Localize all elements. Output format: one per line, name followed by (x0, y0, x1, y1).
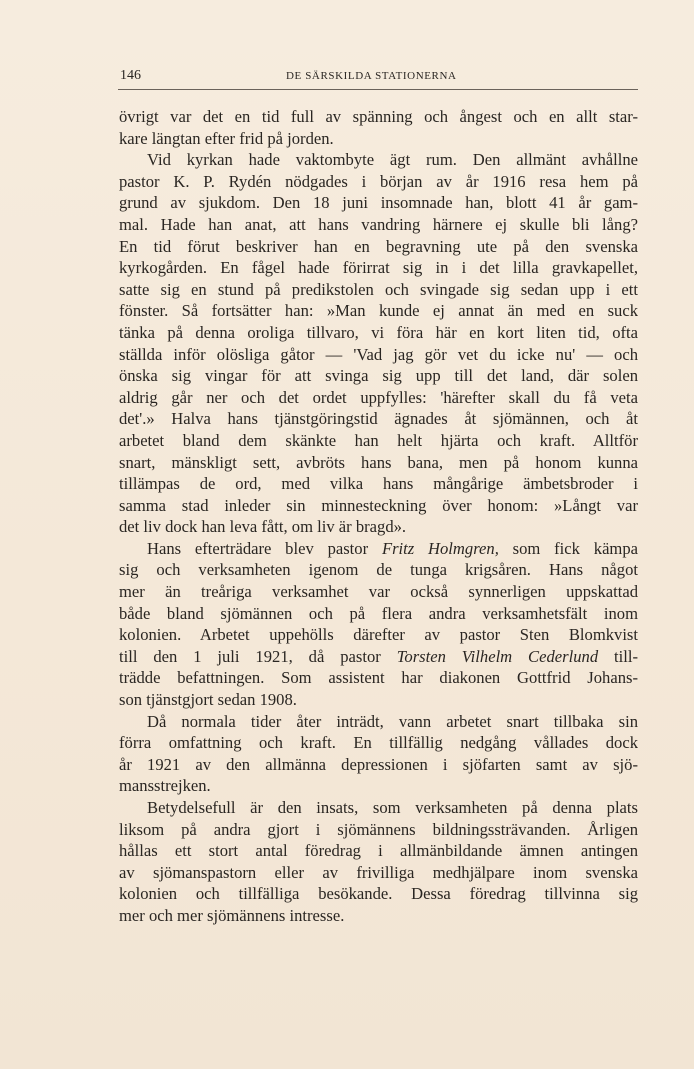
text-line: Då normala tider åter inträdt, vann arbetet snart tillbaka sin (147, 711, 638, 731)
text-line (119, 603, 638, 625)
text-line: arbetet bland dem skänkte han helt hjärta och kraft. Alltför (119, 430, 638, 450)
text-line (119, 538, 638, 560)
text-line: Betydelsefull är den insats, som verksamheten på denna plats (147, 798, 638, 817)
paragraph (119, 797, 638, 927)
text-line: förra omfattning och kraft. En tillfällig nedgång vållades dock (119, 733, 638, 753)
paragraph (119, 538, 638, 711)
text-line: tillämpas de ord, med vilka hans mångårige ämbetsbroder i (119, 474, 638, 494)
page-header (118, 66, 638, 88)
text-line (119, 689, 638, 711)
text-line: det'.» Halva hans tjänstgöringstid ägnades åt sjömännen, och åt (119, 409, 638, 429)
paragraph (119, 149, 638, 538)
text-line: Vid kyrkan hade vaktombyte ägt rum. Den allmänt avhållne (147, 150, 638, 170)
text-run: till den 1 juli 1921, då pastor (119, 646, 397, 666)
text-line (119, 646, 638, 668)
text-line (119, 581, 638, 603)
text-line: mer och mer sjömännens intresse. (119, 905, 345, 925)
text-run: till- (598, 646, 638, 666)
text-line: övrigt var det en tid full av spänning och ångest och en allt star- (119, 107, 638, 126)
text-run: trädde befattningen. Som assistent har diakonen Gottfrid Johans- (119, 668, 638, 688)
text-run: Hans efterträdare blev pastor (147, 538, 382, 558)
text-run: son tjänstgjort sedan 1908. (119, 690, 297, 710)
text-line: samma stad inleder sin minnesteckning över honom: »Långt var (119, 495, 638, 515)
italic-name: Torsten Vilhelm Cederlund (396, 646, 599, 666)
text-line: hållas ett stort antal föredrag i allmänbildande ämnen antingen (119, 841, 638, 861)
text-line: liksom på andra gjort i sjömännens bildningssträvanden. Årligen (119, 819, 638, 839)
text-run: mer än treåriga verksamhet var också synnerligen uppskattad (119, 582, 638, 602)
paragraph (119, 106, 638, 149)
text-line: det liv dock han leva fått, om liv är bragd». (119, 517, 407, 537)
text-line: kare längtan efter frid på jorden. (119, 128, 334, 148)
text-line: önska sig vingar för att svinga sig upp till det land, där solen (119, 366, 638, 386)
text-run: kolonien. Arbetet uppehölls därefter av pastor Sten Blomkvist (119, 625, 638, 645)
text-line: kyrkogården. En fågel hade förirrat sig in i det lilla gravkapellet, (119, 258, 638, 278)
body-text (119, 106, 638, 927)
text-line (119, 667, 638, 689)
text-run: både bland sjömännen och på flera andra verksamhetsfält inom (119, 603, 638, 623)
text-line (119, 624, 638, 646)
text-line (119, 559, 638, 581)
page-number: 146 (120, 68, 141, 83)
text-line: En tid förut beskriver han en begravning ute på den svenska (119, 236, 638, 256)
text-line: pastor K. P. Rydén nödgades i början av år 1916 resa hem på (119, 171, 638, 191)
text-line: ställda inför olösliga gåtor — 'Vad jag gör vet du icke nu' — och (119, 344, 638, 364)
text-line: av sjömanspastorn eller av frivilliga medhjälpare inom svenska (119, 862, 638, 882)
text-line: tänka på denna oroliga tillvaro, vi föra här en kort liten tid, ofta (119, 322, 638, 342)
text-line: år 1921 av den allmänna depressionen i sjöfarten samt av sjö- (119, 754, 638, 774)
text-line: mansstrejken. (119, 776, 211, 796)
text-run: sig och verksamheten igenom de tunga krigsåren. Hans något (119, 560, 638, 580)
header-rule (118, 89, 638, 90)
paragraph (119, 711, 638, 797)
text-line: fönster. Så fortsätter han: »Man kunde ej annat än med en suck (119, 301, 638, 321)
running-head: DE SÄRSKILDA STATIONERNA (286, 70, 457, 82)
italic-name: Fritz Holmgren, (381, 538, 499, 558)
text-line: kolonien och tillfälliga besökande. Dessa föredrag tillvinna sig (119, 884, 638, 904)
text-line: aldrig går ner och det ordet uppfylles: 'härefter skall du få veta (119, 387, 638, 407)
text-line: grund av sjukdom. Den 18 juni insomnade han, blott 41 år gam- (119, 193, 638, 213)
text-run: som fick kämpa (498, 538, 638, 558)
text-line: snart, mänskligt sett, avbröts hans bana, men på honom kunna (119, 452, 638, 472)
text-line: satte sig en stund på predikstolen och svingade sig sedan upp i ett (119, 279, 638, 299)
text-line: mal. Hade han anat, att hans vandring härnere ej skulle bli lång? (119, 214, 638, 234)
